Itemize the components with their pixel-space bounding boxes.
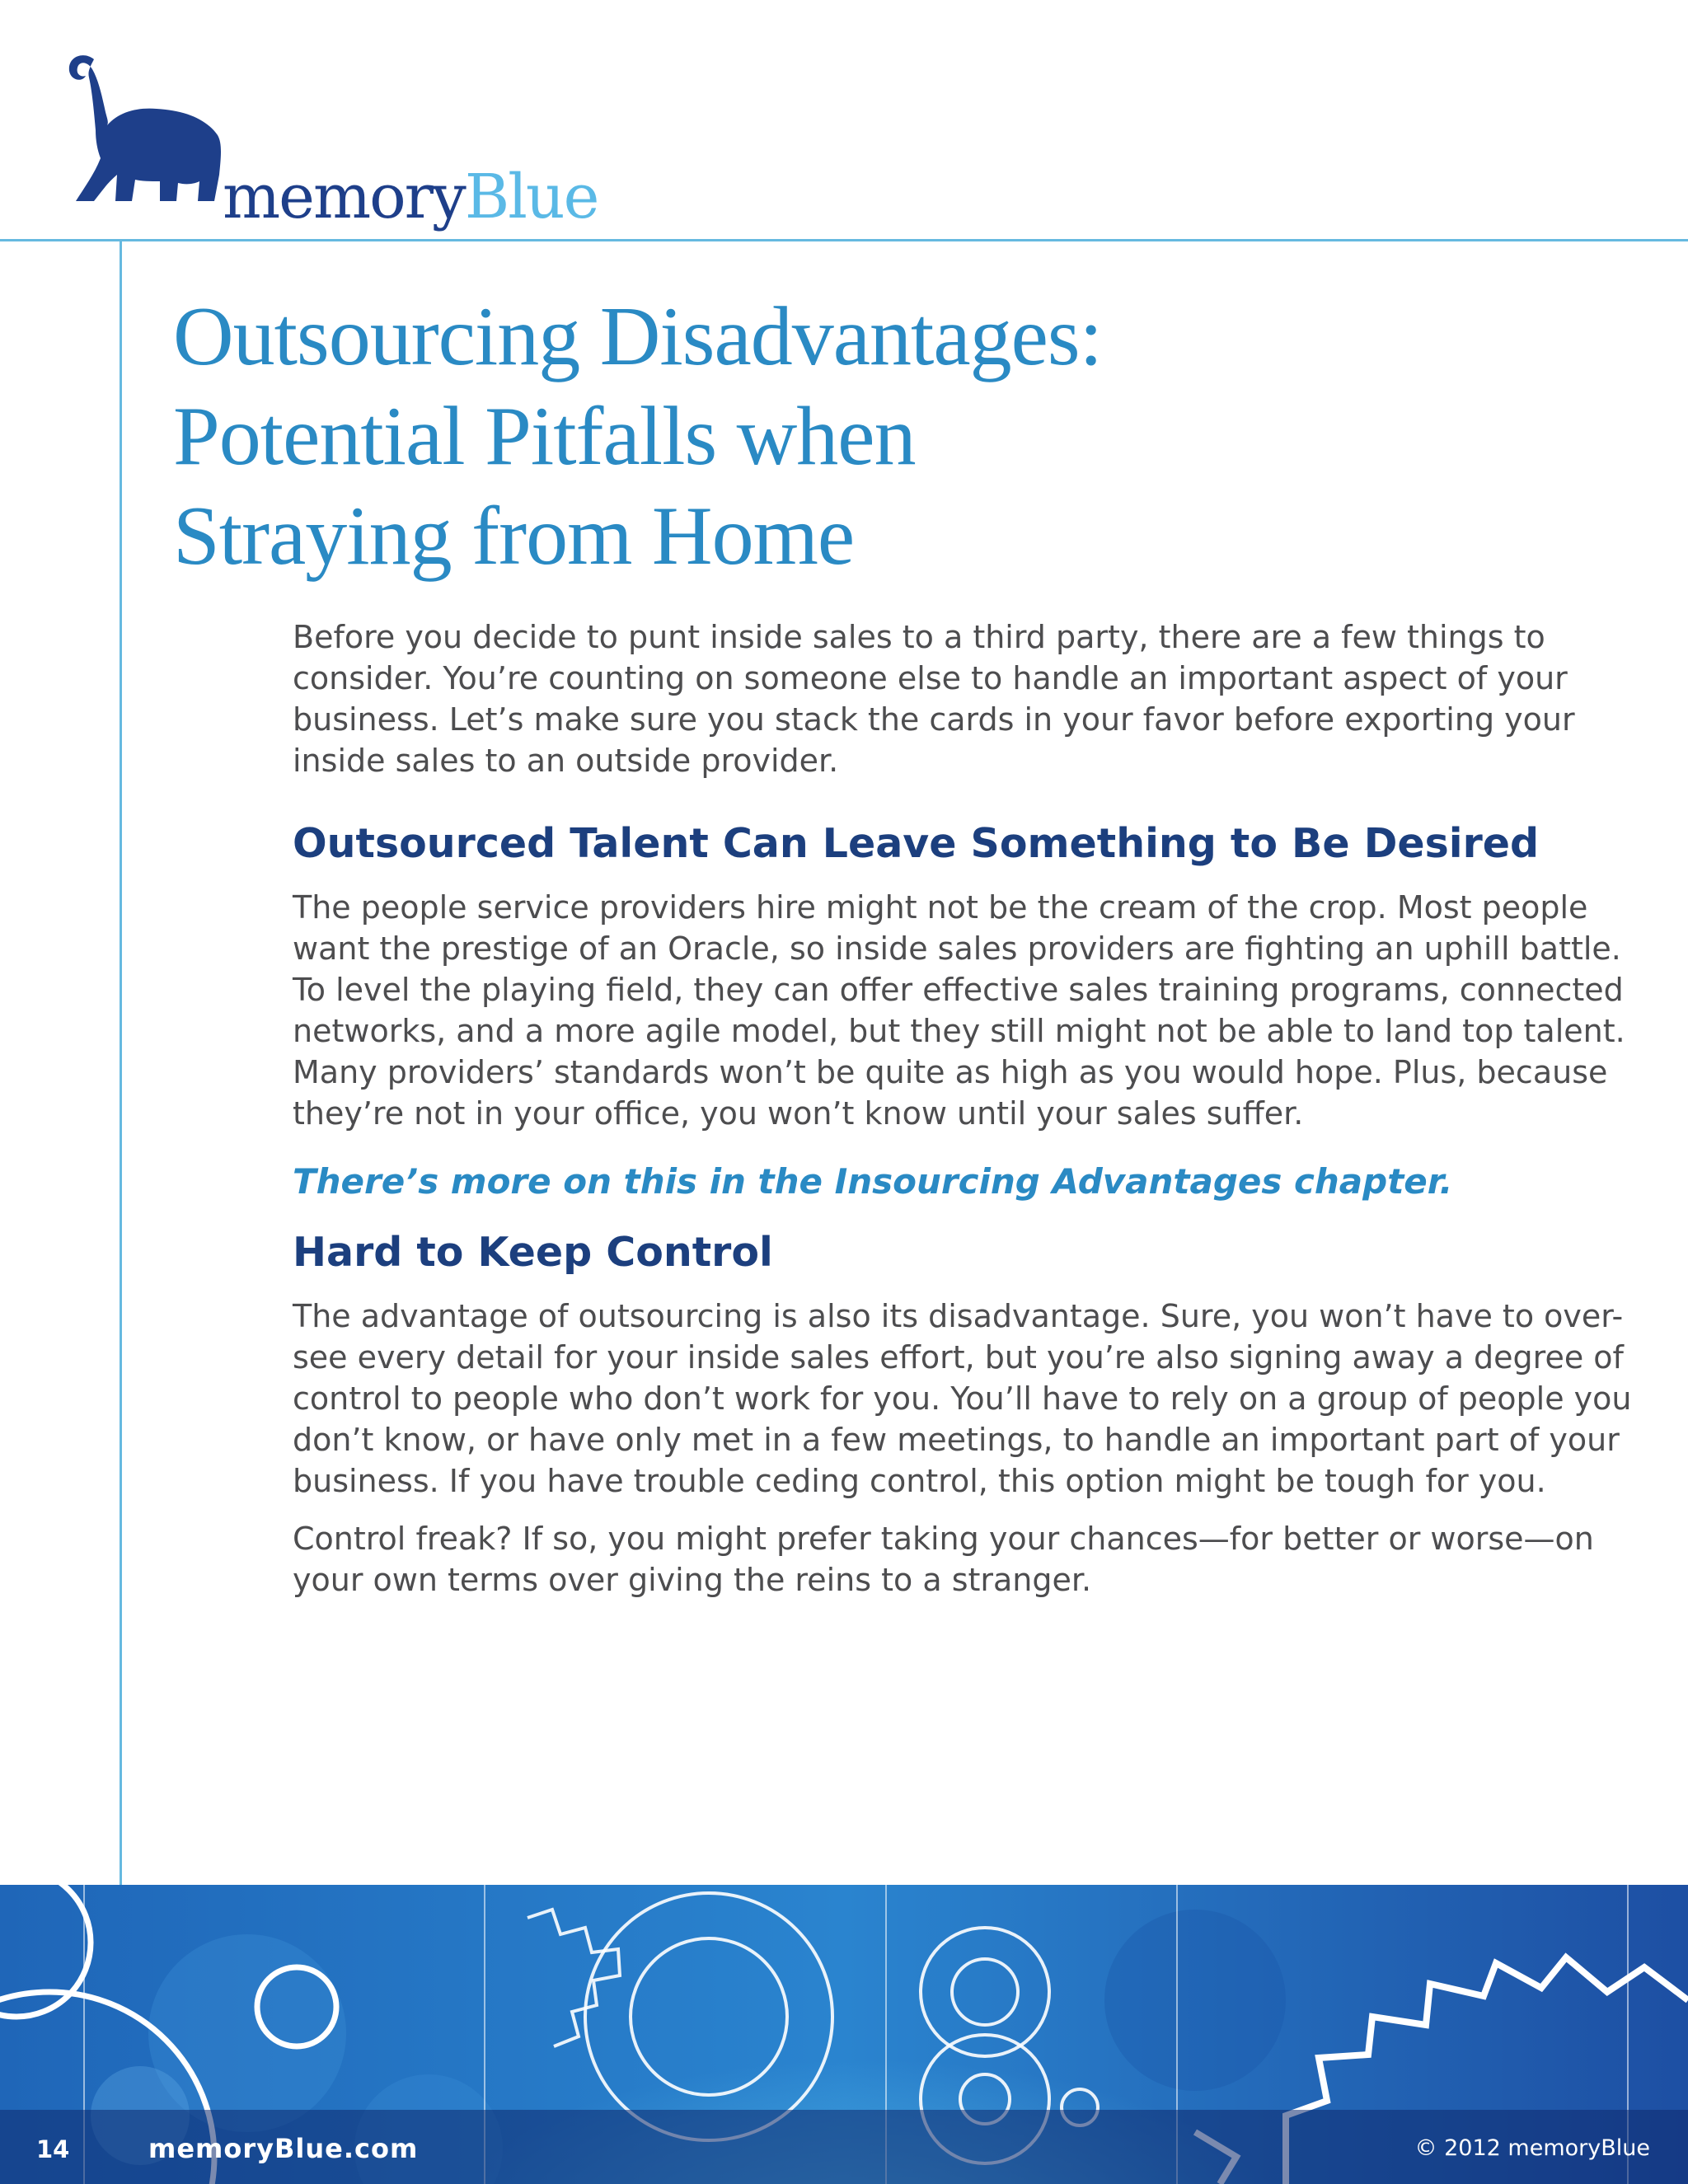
text-line: business. Let’s make sure you stack the cards in your favor before exporting your: [293, 701, 1575, 738]
footer-copyright: © 2012 memoryBlue: [1414, 2135, 1650, 2161]
text-line: control to people who don’t work for you. You’ll have to rely on a group of people you: [293, 1380, 1632, 1417]
header-divider: [0, 239, 1688, 241]
section-paragraph: [293, 1518, 1594, 1601]
text-line: inside sales to an outside provider.: [293, 743, 839, 779]
text-line: The advantage of outsourcing is also its disadvantage. Sure, you won’t have to over-: [293, 1298, 1624, 1334]
text-line: see every detail for your inside sales effort, but you’re also signing away a degree of: [293, 1339, 1624, 1376]
text-line: business. If you have trouble ceding control, this option might be tough for you.: [293, 1463, 1546, 1499]
memoryblue-logo: [61, 43, 638, 232]
article-body: [293, 616, 1632, 1601]
text-line: want the prestige of an Oracle, so inside sales providers are fighting an uphill battle.: [293, 930, 1621, 967]
text-line: networks, and a more agile model, but they still might not be able to land top talent.: [293, 1013, 1625, 1049]
text-line: Control freak? If so, you might prefer taking your chances—for better or worse—on: [293, 1521, 1594, 1557]
logo-word-blue: Blue: [464, 162, 598, 232]
chapter-callout: There’s more on this in the Insourcing Advantages chapter.: [293, 1161, 1453, 1202]
section-heading: Outsourced Talent Can Leave Something to Be Desired: [293, 820, 1540, 867]
section-paragraph: [293, 1296, 1632, 1502]
page-title: [173, 287, 1409, 586]
intro-paragraph: [293, 616, 1578, 781]
title-line: Outsourcing Disadvantages:: [173, 290, 1102, 383]
section-paragraph: [293, 887, 1625, 1134]
text-line: don’t know, or have only met in a few meetings, to handle an important part of your: [293, 1422, 1620, 1458]
margin-rule: [120, 239, 122, 1887]
footer-website-link[interactable]: memoryBlue.com: [148, 2133, 419, 2164]
text-line: Before you decide to punt inside sales to a third party, there are a few things to: [293, 619, 1545, 655]
text-line: they’re not in your office, you won’t know until your sales suffer.: [293, 1095, 1304, 1132]
text-line: your own terms over giving the reins to a stranger.: [293, 1562, 1092, 1598]
elephant-icon: [61, 43, 226, 208]
text-line: consider. You’re counting on someone else to handle an important aspect of your: [293, 660, 1568, 696]
title-line: Potential Pitfalls when: [173, 390, 916, 483]
logo-word-memory: memory: [223, 162, 465, 232]
logo-wordmark: [223, 162, 598, 232]
text-line: Many providers’ standards won’t be quite as high as you would hope. Plus, because: [293, 1054, 1608, 1090]
page-number: 14: [36, 2135, 70, 2163]
section-heading: Hard to Keep Control: [293, 1229, 773, 1276]
title-line: Straying from Home: [173, 490, 855, 583]
text-line: The people service providers hire might not be the cream of the crop. Most people: [293, 889, 1588, 926]
text-line: To level the playing field, they can offer effective sales training programs, connected: [293, 972, 1624, 1008]
